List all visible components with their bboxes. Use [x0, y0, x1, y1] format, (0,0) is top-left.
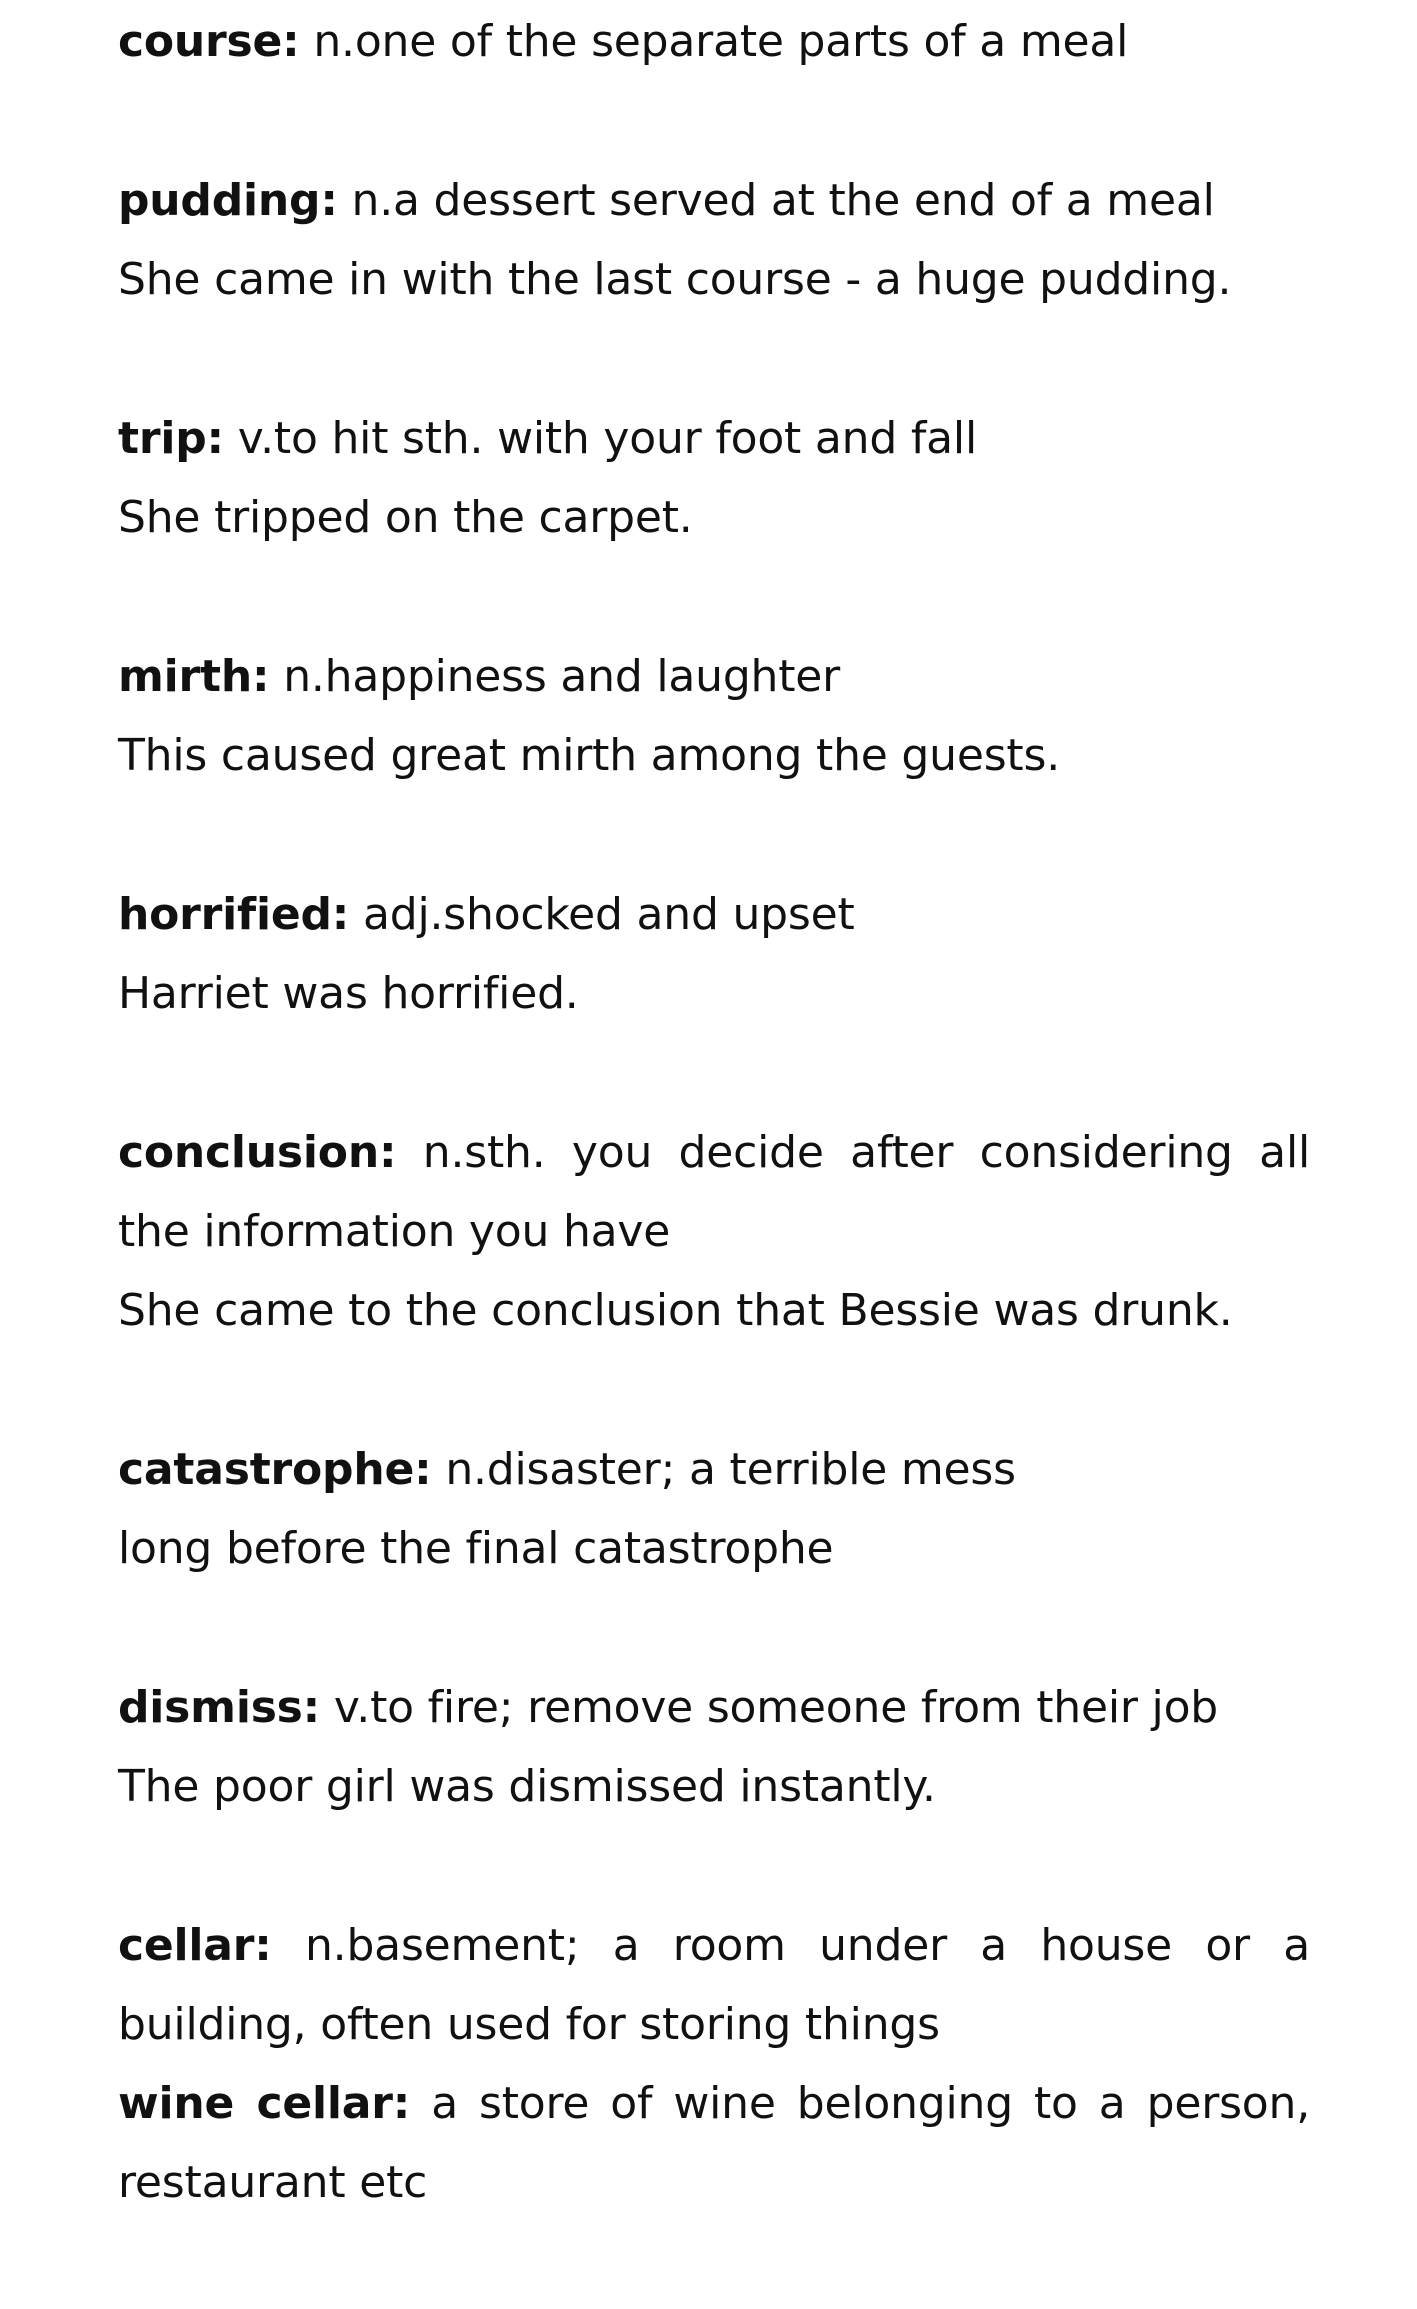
example-sentence: This caused great mirth among the guests. — [118, 730, 1060, 781]
definition: v.to fire; remove someone from their job — [333, 1682, 1219, 1733]
definition: n.a dessert served at the end of a meal — [351, 175, 1215, 226]
definition-line — [118, 2064, 1310, 2222]
vocab-entry-pudding — [118, 161, 1310, 319]
example-sentence: She came to the conclusion that Bessie was drunk. — [118, 1285, 1233, 1336]
term: mirth: — [118, 651, 270, 702]
term: horrified: — [118, 889, 350, 940]
example-sentence: The poor girl was dismissed instantly. — [118, 1761, 936, 1812]
term: course: — [118, 16, 300, 67]
spacer — [118, 795, 1310, 875]
spacer — [118, 81, 1310, 161]
definition-line — [118, 1906, 1310, 2064]
vocab-entry-catastrophe — [118, 1430, 1310, 1588]
vocab-entry-horrified — [118, 875, 1310, 1033]
example-sentence: She tripped on the carpet. — [118, 492, 693, 543]
definition: n.one of the separate parts of a meal — [313, 16, 1129, 67]
term: cellar: — [118, 1920, 272, 1971]
term: catastrophe: — [118, 1444, 432, 1495]
spacer — [118, 1350, 1310, 1430]
definition-line — [118, 875, 1310, 954]
vocab-entry-mirth — [118, 637, 1310, 795]
example-sentence: long before the final catastrophe — [118, 1523, 834, 1574]
definition: n.basement; a room under a house or a building, often used for storing things — [118, 1920, 1310, 2050]
vocab-entry-dismiss — [118, 1668, 1310, 1826]
definition: n.sth. you decide after considering all the information you have — [118, 1127, 1310, 1257]
spacer — [118, 319, 1310, 399]
spacer — [118, 1826, 1310, 1906]
definition: n.disaster; a terrible mess — [445, 1444, 1016, 1495]
vocab-entry-course — [118, 2, 1310, 81]
definition: n.happiness and laughter — [283, 651, 841, 702]
definition-line — [118, 161, 1310, 240]
definition-line — [118, 1113, 1310, 1271]
definition: a store of wine belonging to a person, restaurant etc — [118, 2078, 1311, 2208]
term: pudding: — [118, 175, 338, 226]
definition-line — [118, 2, 1310, 81]
spacer — [118, 1588, 1310, 1668]
definition-line — [118, 1668, 1310, 1747]
spacer — [118, 1033, 1310, 1113]
vocab-entry-conclusion — [118, 1113, 1310, 1350]
example-sentence: Harriet was horrified. — [118, 968, 579, 1019]
definition-line — [118, 1430, 1310, 1509]
definition: adj.shocked and upset — [363, 889, 855, 940]
definition: v.to hit sth. with your foot and fall — [237, 413, 977, 464]
term: trip: — [118, 413, 224, 464]
term: conclusion: — [118, 1127, 397, 1178]
definition-line — [118, 637, 1310, 716]
vocabulary-list — [118, 0, 1310, 2222]
definition-line — [118, 399, 1310, 478]
vocab-entry-trip — [118, 399, 1310, 557]
spacer — [118, 557, 1310, 637]
vocab-entry-cellar — [118, 1906, 1310, 2222]
term: wine cellar: — [118, 2078, 411, 2129]
example-sentence: She came in with the last course - a huge pudding. — [118, 254, 1232, 305]
term: dismiss: — [118, 1682, 321, 1733]
